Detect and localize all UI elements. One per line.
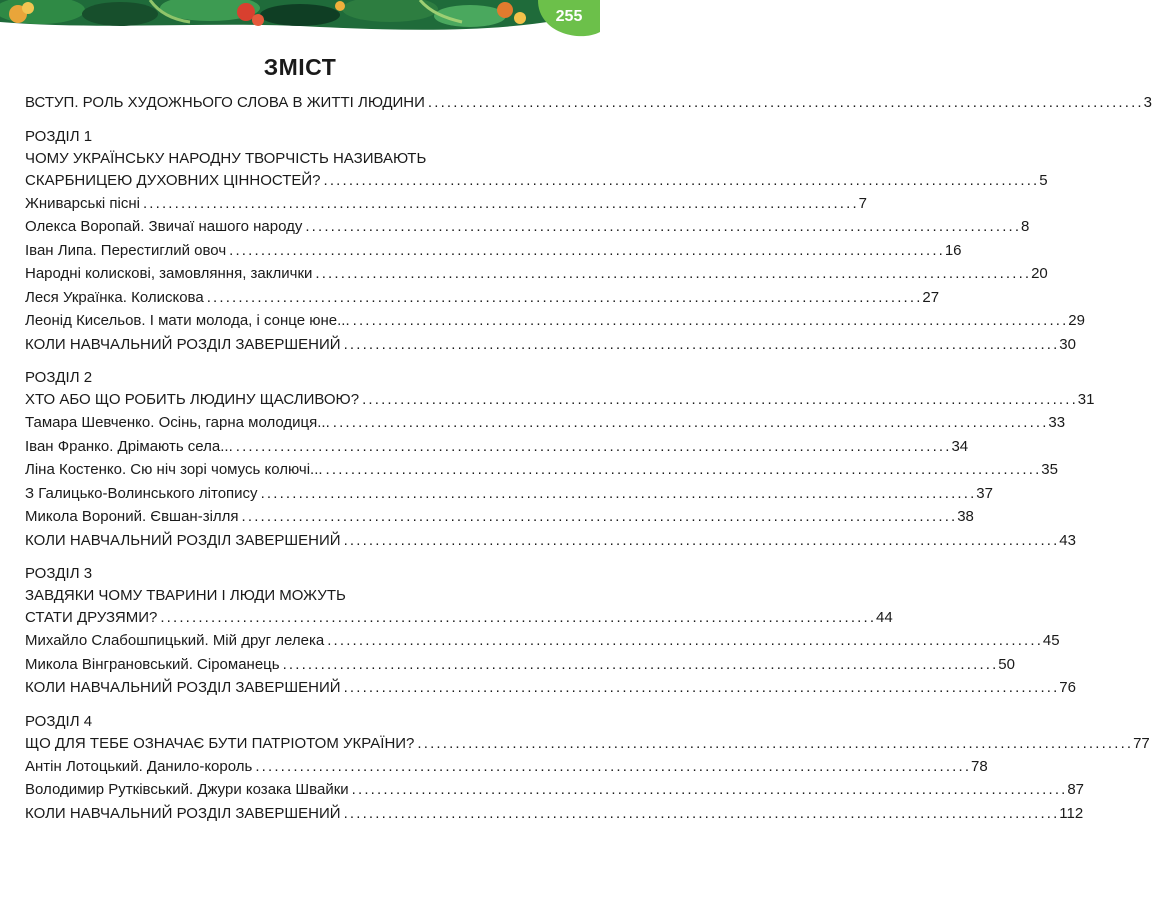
dot-leader (229, 240, 942, 263)
section-heading-text: ЧОМУ УКРАЇНСЬКУ НАРОДНУ ТВОРЧІСТЬ НАЗИВАЮТЬ (25, 149, 427, 167)
dot-leader (333, 412, 1046, 435)
entry-page: 78 (971, 757, 988, 775)
entry-page: 27 (922, 288, 940, 306)
table-of-contents (25, 92, 1152, 825)
dot-leader (428, 92, 1141, 115)
entry-title: Іван Липа. Перестиглий овоч (25, 241, 227, 259)
dot-leader (353, 310, 1066, 333)
decorative-banner (0, 0, 600, 38)
toc-entry[interactable] (25, 263, 1048, 286)
dot-leader (255, 756, 968, 779)
entry-title: Народні колискові, замовляння, заклички (25, 265, 313, 282)
dot-leader (344, 677, 1057, 700)
entry-page: 20 (1031, 265, 1048, 282)
dot-leader (242, 506, 955, 529)
entry-title: ВСТУП. РОЛЬ ХУДОЖНЬОГО СЛОВА В ЖИТТІ ЛЮДИНИ (25, 94, 425, 111)
section-heading-text: СТАТИ ДРУЗЯМИ? (25, 609, 158, 626)
entry-title: Михайло Слабошпицький. Мій друг лелека (25, 632, 325, 649)
dot-leader (326, 459, 1039, 482)
section-heading-line[interactable] (25, 389, 1095, 411)
toc-entry[interactable] (25, 240, 962, 263)
toc-section (25, 126, 1085, 357)
entry-title: Ліна Костенко. Сю ніч зорі чомусь колючі... (25, 461, 323, 478)
foliage-illustration (0, 0, 600, 38)
section-heading-page: 77 (1133, 734, 1150, 752)
entry-title: КОЛИ НАВЧАЛЬНИЙ РОЗДІЛ ЗАВЕРШЕНИЙ (25, 679, 341, 696)
toc-entry[interactable] (25, 630, 1060, 653)
toc-entry[interactable] (25, 412, 1066, 435)
section-label-text: РОЗДІЛ 3 (25, 565, 93, 582)
section-label (25, 711, 555, 733)
section-heading-line[interactable] (25, 170, 1048, 192)
entry-title: КОЛИ НАВЧАЛЬНИЙ РОЗДІЛ ЗАВЕРШЕНИЙ (25, 531, 341, 549)
toc-sections (25, 126, 1150, 826)
section-label-text: РОЗДІЛ 4 (25, 712, 93, 730)
toc-entry[interactable] (25, 506, 974, 529)
toc-entry[interactable] (25, 779, 1085, 802)
section-heading-text: ЗАВДЯКИ ЧОМУ ТВАРИНИ І ЛЮДИ МОЖУТЬ (25, 587, 346, 604)
entry-page: 29 (1068, 312, 1085, 329)
entry-page: 87 (1067, 781, 1085, 798)
entry-title: Тамара Шевченко. Осінь, гарна молодиця... (25, 414, 330, 431)
toc-section (25, 711, 1150, 826)
toc-entry[interactable] (25, 654, 1015, 677)
entry-title: Антін Лотоцький. Данило-король (25, 757, 253, 775)
toc-entry[interactable] (25, 756, 988, 779)
entry-page: 35 (1041, 461, 1058, 478)
dot-leader (283, 654, 996, 677)
dot-leader (344, 334, 1057, 357)
entry-page: 34 (951, 437, 969, 455)
entry-title: КОЛИ НАВЧАЛЬНИЙ РОЗДІЛ ЗАВЕРШЕНИЙ (25, 804, 341, 822)
entry-title: Микола Вороний. Євшан-зілля (25, 508, 239, 525)
section-heading-line (25, 148, 555, 170)
toc-entry[interactable] (25, 334, 1076, 357)
toc-section (25, 563, 1076, 700)
entry-title: Олекса Воропай. Звичаї нашого народу (25, 218, 303, 235)
dot-leader (236, 436, 949, 459)
entry-page: 112 (1059, 804, 1084, 822)
toc-entry-intro[interactable] (25, 92, 1152, 115)
entry-page: 45 (1042, 632, 1060, 649)
dot-leader (362, 389, 1075, 411)
entry-page: 30 (1059, 335, 1076, 353)
entry-title: Леонід Кисельов. І мати молода, і сонце юне... (25, 312, 350, 329)
toc-entry[interactable] (25, 530, 1076, 553)
dot-leader (207, 287, 920, 310)
entry-page: 50 (998, 655, 1015, 673)
entry-page: 7 (858, 194, 867, 212)
entry-title: Жниварські пісні (25, 194, 140, 212)
dot-leader (344, 530, 1057, 553)
entry-title: Володимир Рутківський. Джури козака Швайки (25, 781, 349, 798)
section-heading-line[interactable] (25, 607, 893, 629)
toc-entry[interactable] (25, 483, 993, 506)
entry-page: 3 (1143, 94, 1152, 111)
page-number: 255 (555, 8, 583, 25)
entry-title: КОЛИ НАВЧАЛЬНИЙ РОЗДІЛ ЗАВЕРШЕНИЙ (25, 335, 341, 353)
dot-leader (305, 216, 1018, 239)
section-heading-page: 31 (1077, 391, 1095, 408)
dot-leader (143, 193, 856, 216)
section-label-text: РОЗДІЛ 1 (25, 127, 93, 145)
entry-title: Микола Вінграновський. Сіроманець (25, 655, 280, 673)
toc-entry[interactable] (25, 459, 1058, 482)
dot-leader (344, 803, 1057, 826)
section-label-text: РОЗДІЛ 2 (25, 369, 93, 386)
toc-section (25, 367, 1095, 552)
entry-title: Іван Франко. Дрімають села... (25, 437, 233, 455)
section-label (25, 126, 555, 148)
toc-entry[interactable] (25, 216, 1030, 239)
section-heading-text: СКАРБНИЦЕЮ ДУХОВНИХ ЦІННОСТЕЙ? (25, 171, 321, 189)
entry-title: З Галицько-Волинського літопису (25, 484, 258, 502)
entry-page: 33 (1048, 414, 1066, 431)
section-heading-page: 44 (876, 609, 893, 626)
section-heading-line[interactable] (25, 733, 1150, 755)
toc-entry[interactable] (25, 310, 1085, 333)
dot-leader (261, 483, 974, 506)
entry-page: 16 (944, 241, 962, 259)
entry-page: 8 (1021, 218, 1030, 235)
toc-entry[interactable] (25, 803, 1084, 826)
dot-leader (315, 263, 1028, 286)
toc-entry[interactable] (25, 436, 969, 459)
section-label (25, 563, 555, 585)
dot-leader (324, 170, 1037, 192)
page-title: ЗМІСТ (263, 54, 337, 80)
entry-page: 76 (1059, 679, 1076, 696)
dot-leader (417, 733, 1130, 755)
dot-leader (160, 607, 873, 629)
section-label (25, 367, 555, 389)
entry-title: Леся Українка. Колискова (25, 288, 204, 306)
toc-entry[interactable] (25, 677, 1076, 700)
section-heading-text: ЩО ДЛЯ ТЕБЕ ОЗНАЧАЄ БУТИ ПАТРІОТОМ УКРАЇНИ? (25, 734, 415, 752)
section-heading-text: ХТО АБО ЩО РОБИТЬ ЛЮДИНУ ЩАСЛИВОЮ? (25, 391, 360, 408)
entry-page: 37 (976, 484, 993, 502)
entry-page: 43 (1059, 531, 1076, 549)
toc-entry[interactable] (25, 287, 940, 310)
toc-entry[interactable] (25, 193, 867, 216)
dot-leader (327, 630, 1040, 653)
dot-leader (352, 779, 1065, 802)
entry-page: 38 (957, 508, 974, 525)
section-heading-page: 5 (1039, 171, 1048, 189)
section-heading-line (25, 585, 555, 607)
